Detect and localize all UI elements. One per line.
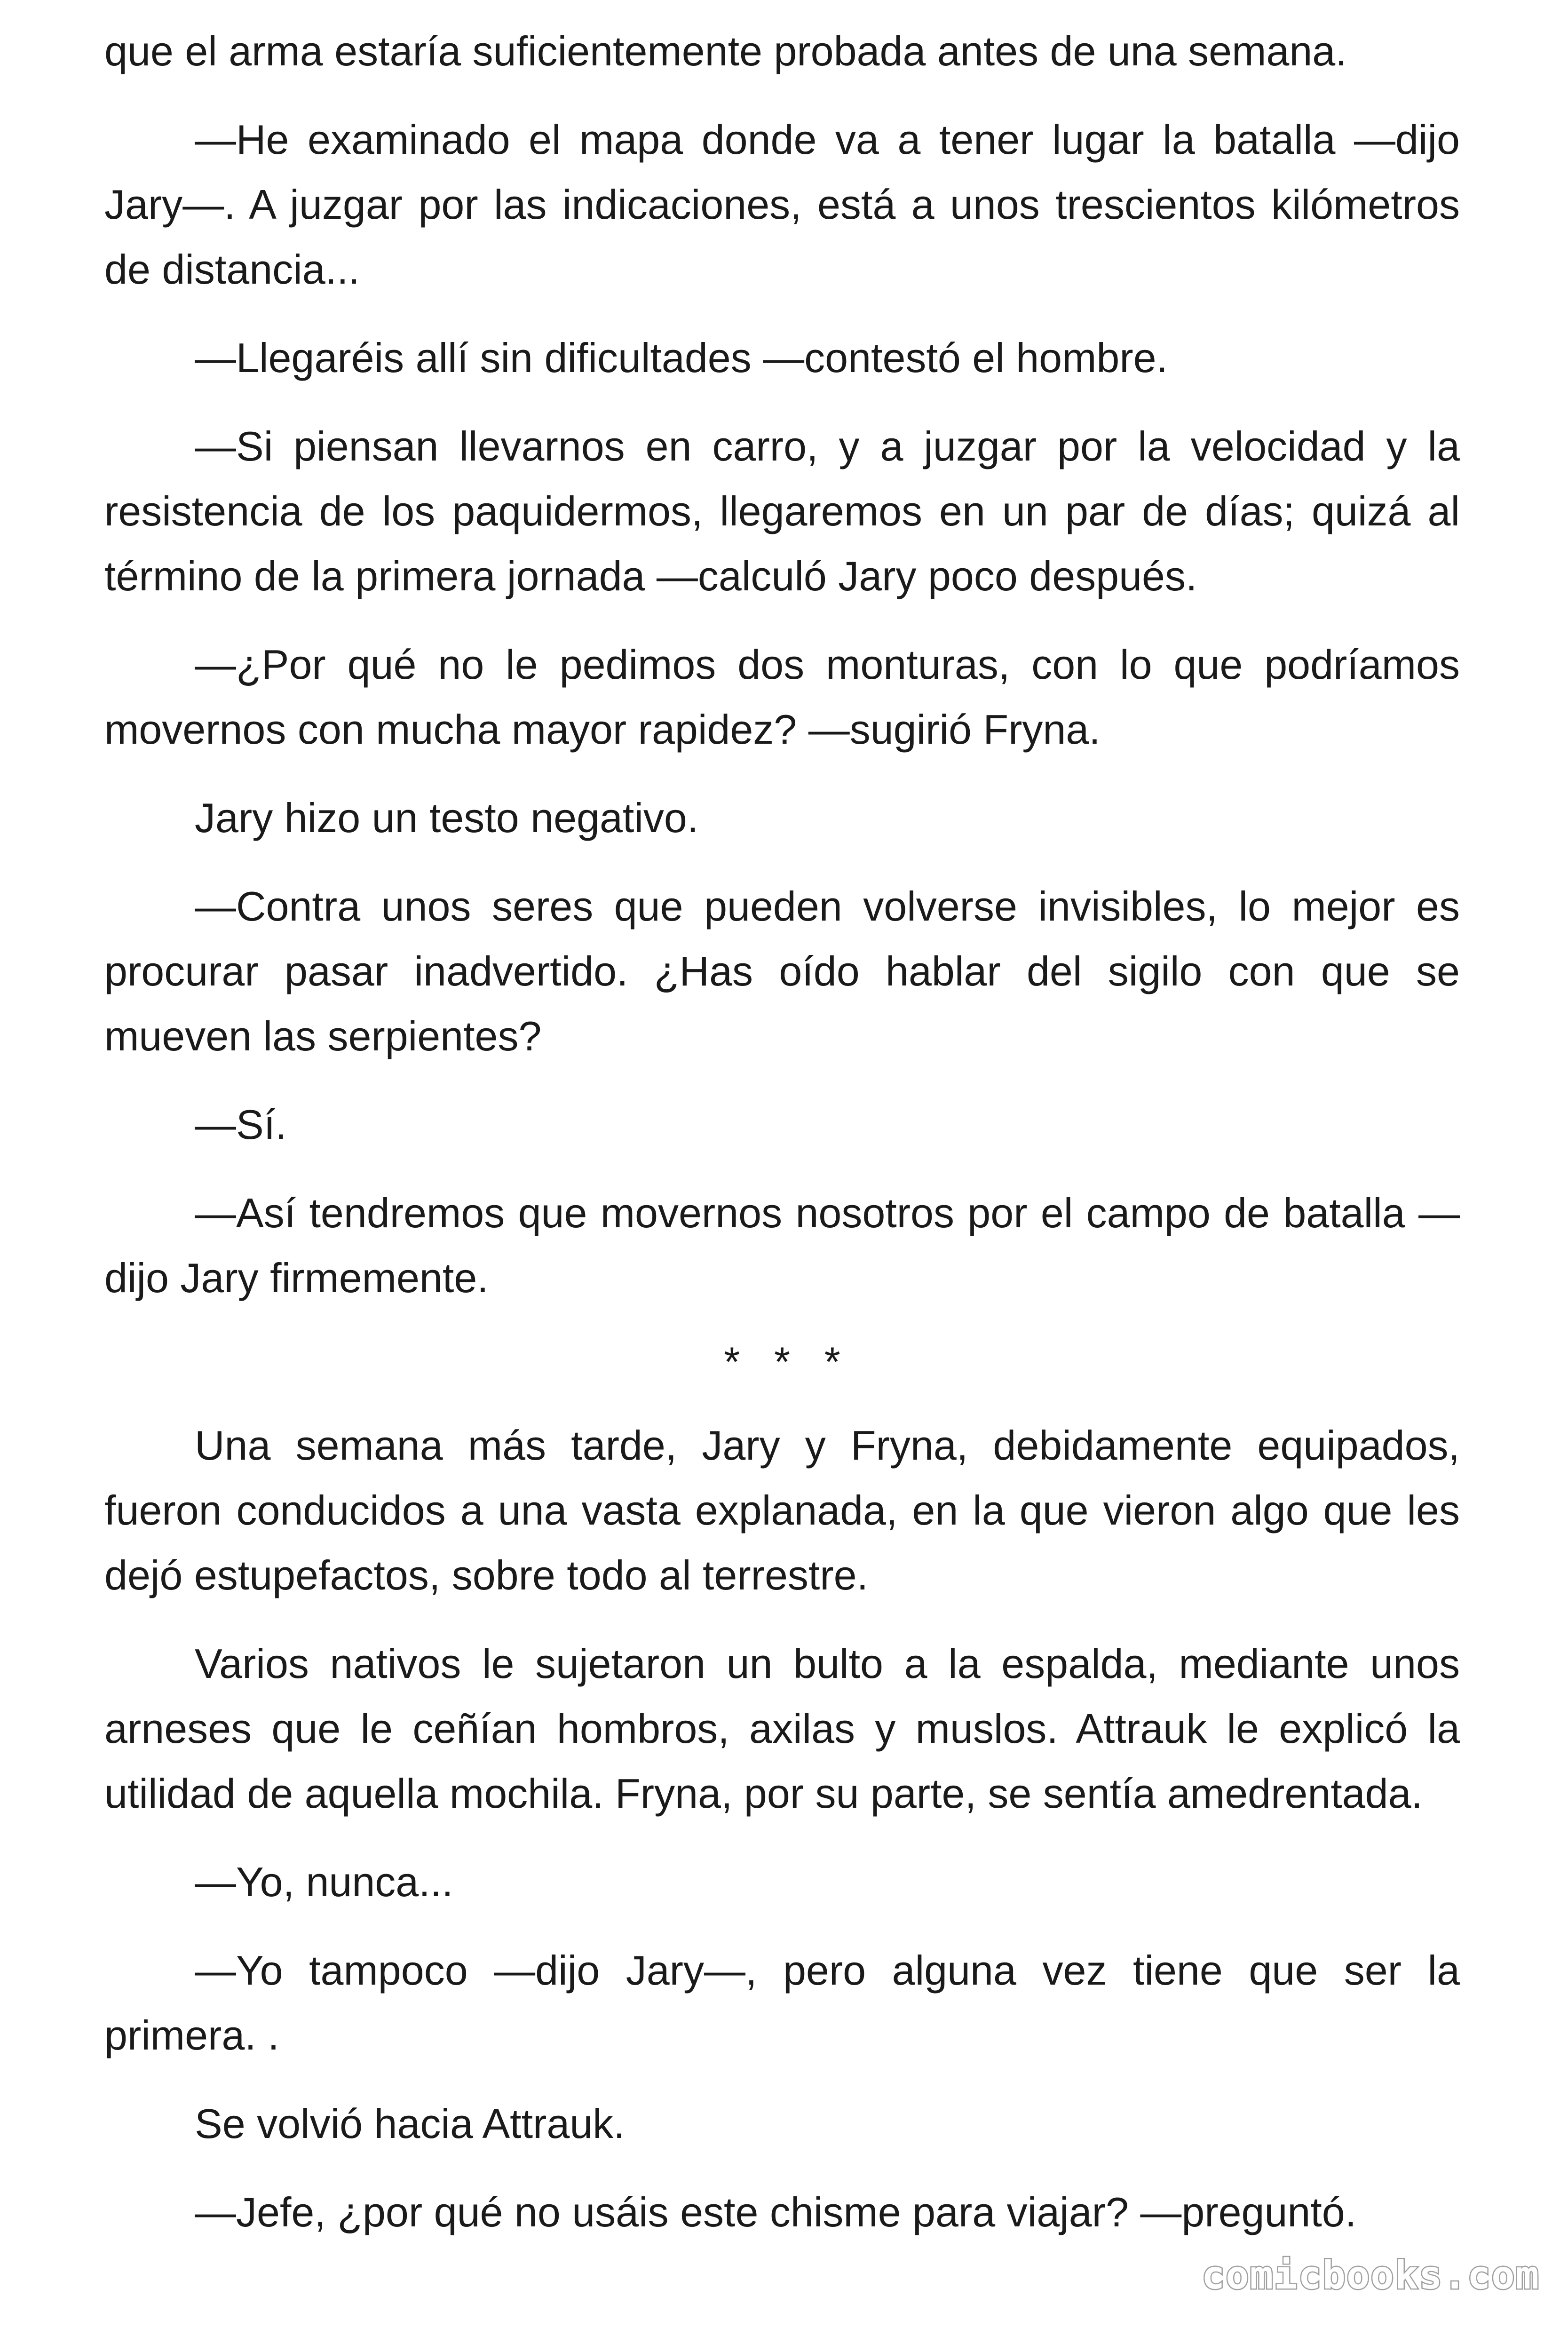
paragraph-6: Jary hizo un testo negativo. [195,795,699,841]
paragraph-11: Varios nativos le sujetaron un bulto a la espalda, mediante unos arneses que le ceñían hombros, axilas y muslos. Attrauk le explicó la utilidad de aquella mochila. Fryna, por su parte, se sentía amedrentada. [104,1640,1460,1817]
watermark-logo: comicbooks.com [1201,2253,1540,2298]
paragraph-13: —Yo tampoco —dijo Jary—, pero alguna vez tiene que ser la primera. . [104,1947,1460,2058]
section-separator: * * * [724,1338,852,1385]
paragraph-12: —Yo, nunca... [195,1859,453,1905]
paragraph-1: que el arma estaría suficientemente probada antes de una semana. [104,28,1347,74]
paragraph-2: —He examinado el mapa donde va a tener lugar la batalla —dijo Jary—. A juzgar por las indicaciones, está a unos trescientos kilómetros de distancia... [104,116,1460,293]
paragraph-5: —¿Por qué no le pedimos dos monturas, con lo que podríamos movernos con mucha mayor rapidez? —sugirió Fryna. [104,641,1460,753]
paragraph-3: —Llegaréis allí sin dificultades —contestó el hombre. [195,334,1168,381]
paragraph-8: —Sí. [195,1101,287,1148]
paragraph-4: —Si piensan llevarnos en carro, y a juzgar por la velocidad y la resistencia de los paquidermos, llegaremos en un par de días; quizá al término de la primera jornada —calculó Jary poco después. [104,423,1460,599]
paragraph-15: —Jefe, ¿por qué no usáis este chisme para viajar? —preguntó. [195,2189,1357,2235]
paragraph-9: —Así tendremos que movernos nosotros por el campo de batalla —dijo Jary firmemente. [104,1190,1460,1301]
paragraph-7: —Contra unos seres que pueden volverse invisibles, lo mejor es procurar pasar inadvertido. ¿Has oído hablar del sigilo con que se mueven las serpientes? [104,883,1460,1059]
paragraph-14: Se volvió hacia Attrauk. [195,2100,625,2147]
paragraph-10: Una semana más tarde, Jary y Fryna, debidamente equipados, fueron conducidos a una vasta explanada, en la que vieron algo que les dejó estupefactos, sobre todo al terrestre. [104,1422,1460,1598]
